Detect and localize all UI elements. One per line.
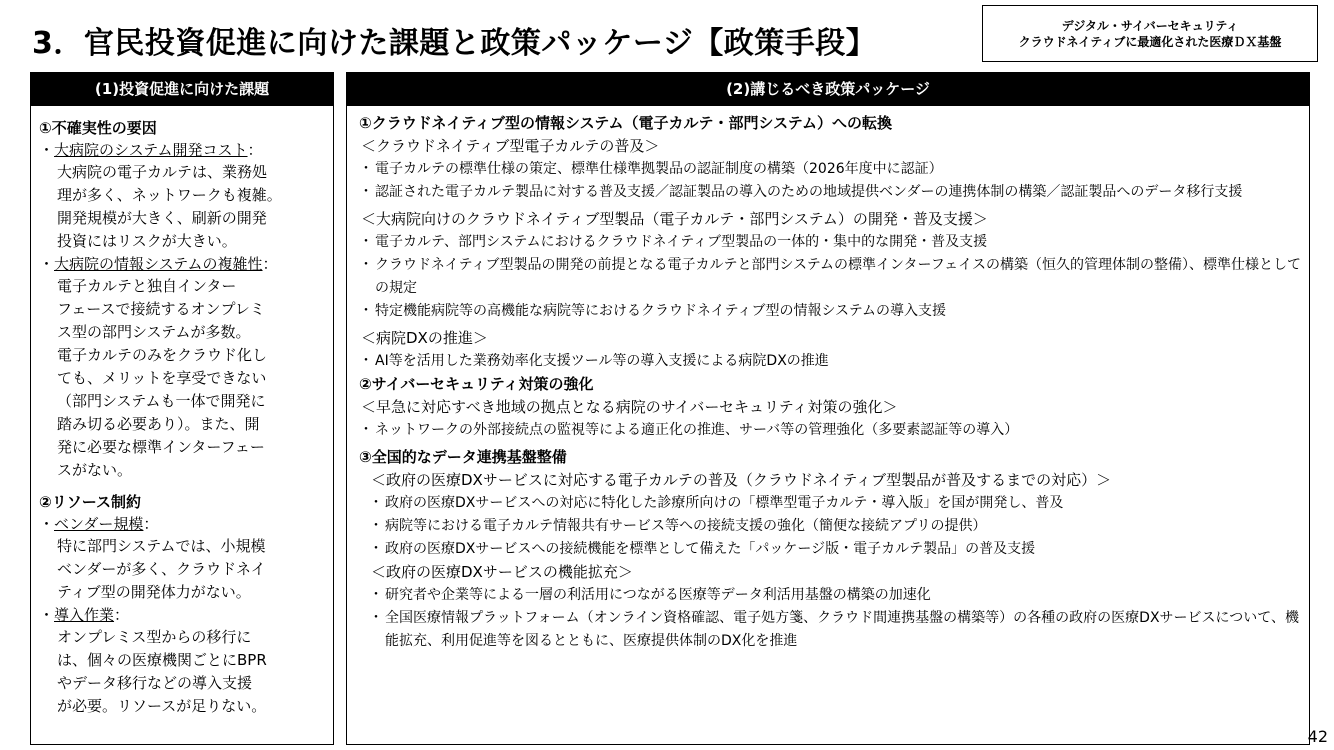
issues-panel: [30, 72, 334, 745]
issue-desc-line: フェースで接続するオンプレミ: [57, 300, 265, 318]
issue-desc-line: ベンダーが多く、クラウドネイ: [57, 560, 266, 578]
issue-bullet: ・大病院の情報システムの複雑性：: [39, 255, 278, 273]
policy-item: ・ 政府の医療DXサービスへの対応に特化した診療所向けの「標準型電子カルテ・導入版」を国が開発し、普及: [369, 495, 1064, 511]
policy-item: ・ クラウドネイティブ型製品の開発の前提となる電子カルテと部門システムの標準インターフェイスの構築（恒久的管理体制の整備）、標準仕様としての規定: [359, 257, 1301, 296]
policy-subheading: ＜病院DXの推進＞: [361, 329, 488, 347]
issue-desc-line: 大病院の電子カルテは、業務処: [57, 163, 268, 181]
policy-item: ・ 全国医療情報プラットフォーム（オンライン資格確認、電子処方箋、クラウド間連携基盤の構築等）の各種の政府の医療DXサービスについて、機能拡充、利用促進等を図るとともに、医療提供体制のDX化を推進: [369, 610, 1299, 649]
issues-panel-body: [31, 106, 333, 718]
issue-desc-line: は、個々の医療機関ごとにBPR: [57, 651, 267, 669]
policy-subheading: ＜政府の医療DXサービスに対応する電子カルテの普及（クラウドネイティブ型製品が普及するまでの対応）＞: [371, 471, 1112, 489]
issue-term: ベンダー規模: [54, 515, 144, 533]
issue-section-heading: ②リソース制約: [39, 493, 141, 511]
issue-desc-line: 電子カルテと独自インター: [57, 277, 237, 295]
issue-desc-line: 投資にはリスクが大きい。: [57, 232, 237, 250]
policy-section-heading: ①クラウドネイティブ型の情報システム（電子カルテ・部門システム）への転換: [359, 114, 893, 132]
issue-term: 大病院のシステム開発コスト: [54, 141, 248, 159]
issue-desc-line: ても、メリットを享受できない: [57, 369, 267, 387]
issue-desc-line: （部門システムも一体で開発に: [57, 392, 266, 410]
issue-desc-line: 電子カルテのみをクラウド化し: [57, 346, 268, 364]
issue-bullet: ・大病院のシステム開発コスト：: [39, 141, 263, 159]
policy-subheading: ＜大病院向けのクラウドネイティブ型製品（電子カルテ・部門システム）の開発・普及支援＞: [361, 210, 988, 228]
policy-item: ・ 政府の医療DXサービスへの接続機能を標準として備えた「パッケージ版・電子カルテ製品」の普及支援: [369, 541, 1036, 557]
policy-item: ・ 電子カルテ、部門システムにおけるクラウドネイティブ型製品の一体的・集中的な開発・普及支援: [359, 234, 988, 250]
policy-subheading: ＜早急に対応すべき地域の拠点となる病院のサイバーセキュリティ対策の強化＞: [361, 398, 898, 416]
issue-desc-line: やデータ移行などの導入支援: [57, 674, 253, 692]
policy-section-heading: ③全国的なデータ連携基盤整備: [359, 448, 567, 466]
policy-item: ・ ネットワークの外部接続点の監視等による適正化の推進、サーバ等の管理強化（多要素認証等の導入）: [359, 422, 1019, 438]
topic-tag-box: [982, 5, 1318, 62]
issue-desc-line: 特に部門システムでは、小規模: [57, 537, 266, 555]
policy-subheading: ＜クラウドネイティブ型電子カルテの普及＞: [361, 137, 660, 155]
issue-desc-line: オンプレミス型からの移行に: [57, 628, 252, 646]
issue-term: 導入作業: [54, 606, 115, 624]
topic-tag-line-2: クラウドネイティブに最適化された医療ＤＸ基盤: [1018, 34, 1282, 49]
policy-subheading: ＜政府の医療DXサービスの機能拡充＞: [371, 563, 633, 581]
issue-desc-line: 理が多く、ネットワークも複雑。: [57, 186, 282, 204]
page-title: 3．官民投資促進に向けた課題と政策パッケージ【政策手段】: [32, 26, 877, 61]
policy-panel: [346, 72, 1310, 745]
issue-desc-line: が必要。リソースが足りない。: [57, 697, 267, 715]
policy-item: ・ 特定機能病院等の高機能な病院等におけるクラウドネイティブ型の情報システムの導入支援: [359, 303, 947, 319]
issues-panel-header: (1)投資促進に向けた課題: [31, 73, 333, 106]
policy-panel-body: [347, 106, 1309, 653]
policy-panel-header: (2)講じるべき政策パッケージ: [347, 73, 1309, 106]
policy-item: ・ 認証された電子カルテ製品に対する普及支援／認証製品の導入のための地域提供ベンダーの連携体制の構築／認証製品へのデータ移行支援: [359, 184, 1243, 200]
issue-desc-line: 発に必要な標準インターフェー: [57, 438, 265, 456]
issue-bullet: ・ベンダー規模：: [39, 515, 159, 533]
issue-desc-line: ス型の部門システムが多数。: [57, 323, 251, 341]
page-number: 42: [1307, 727, 1328, 746]
issue-desc-line: スがない。: [57, 461, 133, 479]
issue-section-heading: ①不確実性の要因: [39, 119, 157, 137]
policy-item: ・ 病院等における電子カルテ情報共有サービス等への接続支援の強化（簡便な接続アプリの提供）: [369, 518, 987, 534]
policy-item: ・ 電子カルテの標準仕様の策定、標準仕様準拠製品の認証制度の構築（2026年度中に認証）: [359, 161, 943, 177]
issue-desc-line: 踏み切る必要あり）。また、開: [57, 415, 260, 433]
issue-term: 大病院の情報システムの複雑性: [54, 255, 263, 273]
issue-desc-line: 開発規模が大きく、刷新の開発: [57, 209, 267, 227]
policy-item: ・ 研究者や企業等による一層の利活用につながる医療等データ利活用基盤の構築の加速化: [369, 587, 931, 603]
policy-item: ・ AI等を活用した業務効率化支援ツール等の導入支援による病院DXの推進: [359, 353, 829, 369]
topic-tag-line-1: デジタル・サイバーセキュリティ: [1061, 18, 1239, 33]
issue-bullet: ・導入作業：: [39, 606, 130, 624]
issue-desc-line: ティブ型の開発体力がない。: [57, 583, 251, 601]
policy-section-heading: ②サイバーセキュリティ対策の強化: [359, 375, 594, 393]
